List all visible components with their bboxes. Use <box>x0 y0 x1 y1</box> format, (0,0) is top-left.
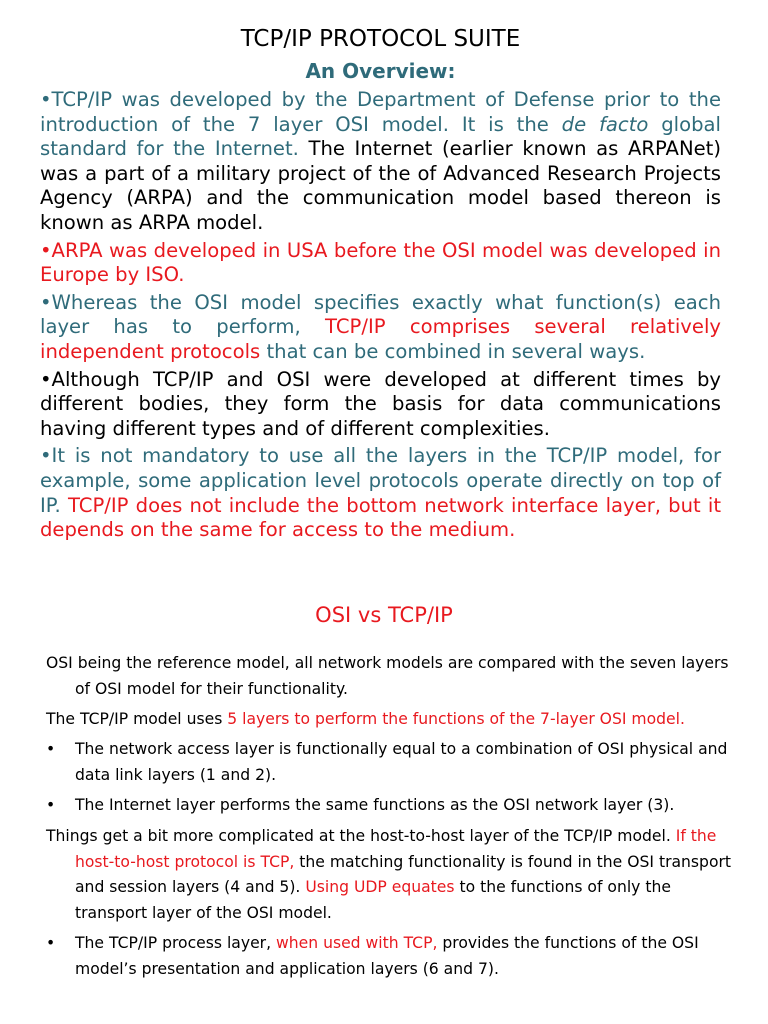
paragraph-not-mandatory <box>40 444 721 542</box>
text-segment: •It is not mandatory to use all the layers in the TCP/IP model, for example, some application level protocols operate directly on top of IP. <box>40 444 721 517</box>
text-segment: global standard for the Internet. <box>40 112 721 161</box>
text-segment: Things get a bit more complicated at the host-to-host layer of the TCP/IP model. <box>46 826 676 845</box>
text-segment-italic: de facto <box>561 112 649 136</box>
paragraph-host-to-host <box>46 824 736 927</box>
slide-osi-vs-tcpip <box>46 651 736 988</box>
text-segment: that can be combined in several ways. <box>260 339 646 363</box>
paragraph-reference-model: OSI being the reference model, all network models are compared with the seven layers of OSI model for their functionality. <box>46 654 729 698</box>
text-segment: The Internet (earlier known as ARPANet) was a part of a military project of the of Advanced Research Projects Agency (ARPA) and the communication model based thereon is known as ARPA model. <box>40 137 721 234</box>
slide-subtitle: An Overview: <box>305 59 456 83</box>
text-segment: •Whereas the OSI model specifies exactly what function(s) each layer has to perform, <box>40 290 721 339</box>
bullet-network-access-layer <box>46 737 736 789</box>
text-segment: to the functions of only the transport layer of the OSI model. <box>75 878 671 923</box>
text-segment: The TCP/IP model uses <box>46 710 228 729</box>
paragraph-tcpip-origin <box>40 88 721 236</box>
bullet-process-layer <box>46 931 736 983</box>
text-segment: TCP/IP does not include the bottom network interface layer, but it depends on the same for access to the medium. <box>40 493 722 542</box>
text-segment: TCP/IP comprises several relatively independent protocols <box>40 315 721 363</box>
bullet-icon: • <box>46 796 56 815</box>
paragraph-five-layers <box>46 707 736 733</box>
paragraph-osi-vs-tcpip <box>40 291 721 365</box>
text-segment: provides the functions of the OSI model’s presentation and application layers (6 and 7). <box>75 934 699 979</box>
text-segment: Using UDP equates <box>305 878 455 897</box>
bullet-internet-layer <box>46 793 736 819</box>
text-segment: 5 layers to perform the functions of the 7-layer OSI model. <box>227 710 685 729</box>
bullet-icon: • <box>46 934 56 953</box>
bullet-text: The Internet layer performs the same functions as the OSI network layer (3). <box>75 796 675 815</box>
text-segment: the matching functionality is found in the OSI transport and session layers (4 and 5). <box>75 852 732 897</box>
text-segment: The TCP/IP process layer, <box>75 934 276 953</box>
text-segment: If the host-to-host protocol is TCP, <box>75 826 717 871</box>
text-segment: when used with TCP, <box>276 934 438 953</box>
bullet-icon: • <box>46 740 56 759</box>
slide-overview <box>40 22 721 546</box>
bullet-text: The network access layer is functionally equal to a combination of OSI physical and data link layers (1 and 2). <box>75 740 728 785</box>
text-segment: •TCP/IP was developed by the Department of Defense prior to the introduction of the 7 layer OSI model. It is the <box>40 88 721 136</box>
paragraph-arpa-usa: •ARPA was developed in USA before the OSI model was developed in Europe by ISO. <box>40 238 721 287</box>
slide-2-title: OSI vs TCP/IP <box>315 603 453 627</box>
slide-title: TCP/IP PROTOCOL SUITE <box>240 26 521 52</box>
paragraph-different-bodies: •Although TCP/IP and OSI were developed at different times by different bodies, they form the basis for data communications having different types and of different complexities. <box>40 367 721 440</box>
